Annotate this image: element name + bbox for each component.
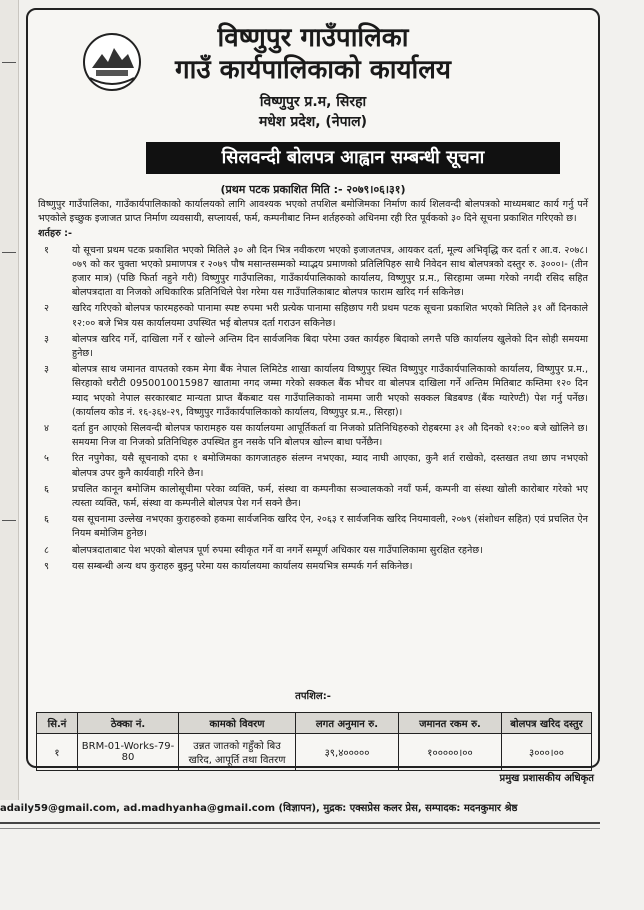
province-name: मधेश प्रदेश, (नेपाल) <box>258 114 368 130</box>
details-heading: तपशिल:- <box>295 691 331 702</box>
condition-item <box>38 333 588 361</box>
municipality-name: विष्णुपुर गाउँपालिका <box>217 23 409 53</box>
condition-text: बोलपत्र साथ जमानत वापतको रकम मेगा बैंक नेपाल लिमिटेड शाखा कार्यालय विष्णुपुर स्थित विष्णुपुर गाउँकार्यपालिकाको कार्यालय, विष्णुपुर प्र.म., सिरहाको धरौटी 0950010015987 खातामा नगद जम्मा गरेको सक्कल बैंक भौचर वा बोलपत्र दाखिला गर्ने अन्तिम मितिबाट कम्तिमा १२० दिन म्याद भएको नेपाल सरकारबाट मान्यता प्राप्त बैंकबाट यस गाउँपालिकाको नाममा जारी भएको सक्कल बिडबण्ड (बैंक ग्यारेण्टी) पेश गर्नु पर्नेछ। (कार्यालय कोड नं. १६-३६४-२९, विष्णुपुर गाउँकार्यपालिकाको कार्यालय, विष्णुपुर प्र.म., सिरहा)। <box>72 364 588 418</box>
column-header: ठेक्का नं. <box>78 713 179 734</box>
condition-text: बोलपत्रदाताबाट पेश भएको बोलपत्र पूर्ण रुपमा स्वीकृत गर्ने वा नगर्ने सम्पूर्ण अधिकार यस गाउँपालिकामा सुरक्षित रहनेछ। <box>72 544 483 556</box>
signatory-title: प्रमुख प्रशासकीय अधिकृत <box>499 773 594 784</box>
condition-item <box>38 483 588 511</box>
condition-item <box>38 422 588 450</box>
office-name: गाउँ कार्यपालिकाको कार्यालय <box>175 55 451 85</box>
condition-text: यो सूचना प्रथम पटक प्रकाशित भएको मितिले ३० औ दिन भित्र नवीकरण भएको इजाजतपत्र, आयकर दर्ता, मूल्य अभिवृद्धि कर दर्ता र आ.व. २०७८।०७९ को कर चुक्ता भएको प्रमाणपत्र र २०७९ पौष मसान्तसम्मको म्याद्भय प्रमाणको प्रतिलिपिहरु साथै निवेदन साथ बोलपत्रको दस्तुर रु. ३०००।- (तीन हजार मात्र) (पछि फिर्ता नहुने गरी) विष्णुपुर गाउँपालिका, गाउँकार्यपालिकाको कार्यालय, विष्णुपुर प्र.म., सिरहामा जम्मा गरेको नगदी रसिद सहित बोलपत्रदाता वा निजको अधिकारिक प्रतिनिधिले पेश गरेमा यस गाउँपालिकाबाट बोलपत्र फाराम खरिद गर्न सकिनेछ। <box>72 244 588 299</box>
footer-rule <box>0 828 600 829</box>
condition-item <box>38 560 588 574</box>
footer-rule <box>0 822 600 824</box>
condition-number: ६ <box>44 514 49 526</box>
column-header: जमानत रकम रु. <box>399 713 502 734</box>
condition-number: ३ <box>44 333 49 345</box>
condition-number: २ <box>44 303 49 315</box>
condition-text: यस सम्बन्धी अन्य थप कुराहरु बुझ्नु परेमा यस कार्यालयमा कार्यालय समयभित्र सम्पर्क गर्न सकिनेछ। <box>72 560 413 572</box>
table-cell: BRM-01-Works-79-80 <box>78 734 179 771</box>
table-header-row <box>37 713 592 734</box>
condition-text: प्रचलित कानून बमोजिम कालोसूचीमा परेका व्यक्ति, फर्म, संस्था वा कम्पनीका सञ्चालकको नयाँ फर्म, कम्पनी वा संस्था खोली कारोबार गरेको भए त्यस्ता व्यक्ति, फर्म, संस्था वा कम्पनीले बोलपत्र पेश गर्न सक्ने छैन। <box>72 483 588 510</box>
table-cell: १०००००।०० <box>399 734 502 771</box>
condition-text: यस सूचनामा उल्लेख नभएका कुराहरुको हकमा सार्वजनिक खरिद ऐन, २०६३ र सार्वजनिक खरिद नियमावली, २०७९ (संशोधन सहित) एवं प्रचलित ऐन नियम बमोजिम हुनेछ। <box>72 514 588 540</box>
condition-number: ५ <box>44 453 49 465</box>
conditions-list <box>38 244 588 574</box>
strip-rule <box>2 252 16 253</box>
table-cell: उन्नत जातको गहुँको बिउ खरिद, आपूर्ति तथा वितरण <box>179 734 296 771</box>
newspaper-footer: adaily59@gmail.com, ad.madhyanha@gmail.com (विज्ञापन), मुद्रक: एक्सप्रेस कलर प्रेस, सम्पादक: मदनकुमार श्रेष्ठ <box>0 803 518 814</box>
condition-item <box>38 244 588 301</box>
condition-text: खरिद गरिएको बोलपत्र फारमहरुको पानामा स्पष्ट रुपमा भरी प्रत्येक पानामा सहिछाप गरी प्रथम पटक सूचना प्रकाशित भएको मितिले ३१ औं दिनकाले १२:०० बजे भित्र यस कार्यालयमा उपस्थित भई बोलपत्र दर्ता गराउन सकिनेछ। <box>72 303 588 329</box>
condition-item <box>38 452 588 480</box>
condition-item <box>38 363 588 420</box>
column-header: कामको विवरण <box>179 713 296 734</box>
column-header: सि.नं <box>37 713 78 734</box>
table-cell: ३९,४००००० <box>296 734 399 771</box>
notice-box <box>26 8 600 768</box>
condition-number: १ <box>44 244 49 256</box>
adjacent-page-strip <box>0 0 19 800</box>
condition-text: रित नपुगेका, यसै सूचनाको दफा १ बमोजिमका कागजातहरु संलग्न नभएका, म्याद नाघी आएका, कुनै शर्त राखेको, दस्तखत तथा छाप नभएको बोलपत्र उपर कुनै कार्यवाही गरिने छैन। <box>72 453 588 479</box>
condition-number: ८ <box>44 544 49 556</box>
notice-body <box>38 198 588 574</box>
office-header <box>28 22 598 132</box>
table-cell: १ <box>37 734 78 771</box>
strip-rule <box>2 62 16 63</box>
strip-rule <box>2 520 16 521</box>
condition-text: बोलपत्र खरिद गर्ने, दाखिला गर्ने र खोल्ने अन्तिम दिन सार्वजनिक बिदा परेमा उक्त कार्यहरु बिदाको लगत्तै पछि कार्यालय खुलेको दिन सोही समयमा हुनेछ। <box>72 333 588 360</box>
contract-table <box>36 712 592 771</box>
column-header: बोलपत्र खरिद दस्तुर <box>502 713 592 734</box>
condition-item <box>38 513 588 541</box>
condition-number: ६ <box>44 483 49 495</box>
table-cell: ३०००।०० <box>502 734 592 771</box>
condition-item <box>38 302 588 330</box>
condition-item <box>38 544 588 558</box>
condition-number: ३ <box>44 364 49 376</box>
condition-number: ९ <box>44 560 49 572</box>
publication-date: (प्रथम पटक प्रकाशित मिति :- २०७९।०६।३१) <box>220 183 406 196</box>
condition-number: ४ <box>44 423 49 435</box>
condition-text: दर्ता हुन आएको सिलवन्दी बोलपत्र फारामहरु यस कार्यालयमा आपूर्तिकर्ता वा निजको प्रतिनिधिहरुको रोहबरमा ३१ औ दिनको १२:०० बजे खोलिने छ। समयमा निज वा निजको प्रतिनिधिहरु उपस्थित हुन नसके पनि बोलपत्र खोल्न बाधा पर्नेछैन। <box>72 423 588 449</box>
notice-title: सिलवन्दी बोलपत्र आह्वान सम्बन्धी सूचना <box>146 142 560 174</box>
conditions-heading: शर्तहरु :- <box>38 228 72 240</box>
office-address: विष्णुपुर प्र.म, सिरहा <box>259 94 367 110</box>
table-row <box>37 734 592 771</box>
intro-paragraph: विष्णुपुर गाउँपालिका, गाउँकार्यपालिकाको कार्यालयको लागि आवश्यक भएको तपशिल बमोजिमका निर्माण कार्य शिलवन्दी बोलपत्रको माध्यमबाट कार्य गर्नु पर्ने भएकोले इच्छुक इजाजत प्राप्त निर्माण व्यवसायी, सप्लायर्स, फर्म, कम्पनीबाट निम्न शर्तहरुको अधिनमा रही रित पूर्वकको ३० दिने सूचना प्रकाशित गरिएको छ। <box>38 199 588 225</box>
column-header: लगत अनुमान रु. <box>296 713 399 734</box>
